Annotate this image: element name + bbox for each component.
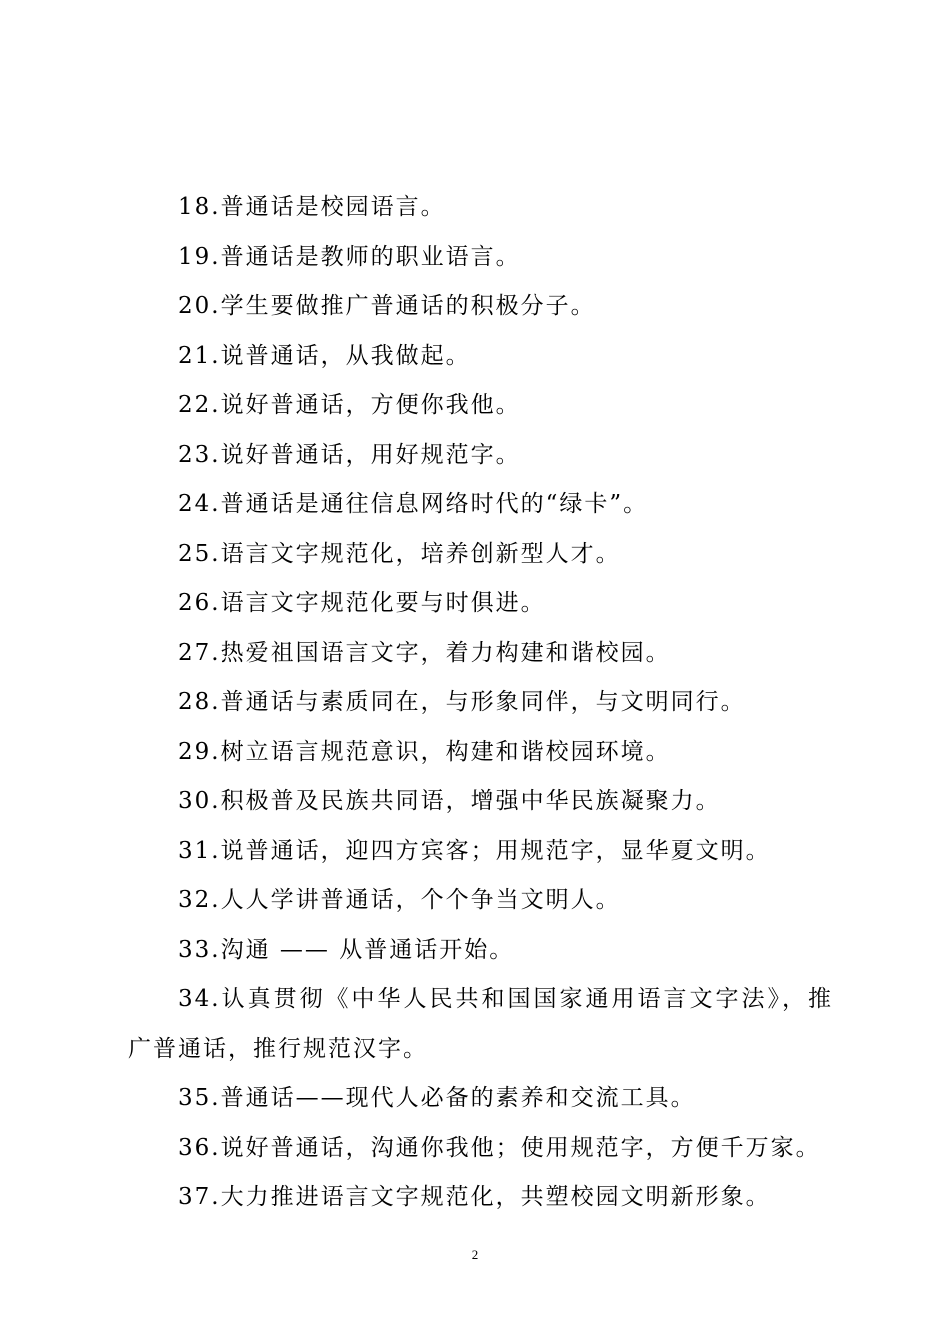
slogan-list [128, 183, 833, 1223]
list-item: 20.学生要做推广普通话的积极分子。 [178, 293, 596, 319]
list-item: 36.说好普通话，沟通你我他；使用规范字，方便千万家。 [178, 1134, 821, 1161]
page-number: 2 [471, 1247, 479, 1262]
list-item: 26.语言文字规范化要与时俱进。 [178, 590, 546, 616]
list-item: 32.人人学讲普通话，个个争当文明人。 [178, 887, 621, 913]
list-item: 22.说好普通话，方便你我他。 [178, 392, 521, 418]
list-item: 28.普通话与素质同在，与形象同伴，与文明同行。 [178, 689, 746, 715]
list-item: 23.说好普通话，用好规范字。 [178, 441, 521, 468]
list-item: 33.沟通 —— 从普通话开始。 [178, 936, 515, 963]
list-item: 27.热爱祖国语言文字，着力构建和谐校园。 [178, 639, 671, 666]
list-item: 19.普通话是教师的职业语言。 [178, 243, 521, 270]
list-item: 29.树立语言规范意识，构建和谐校园环境。 [178, 738, 671, 765]
list-item: 35.普通话——现代人必备的素养和交流工具。 [178, 1085, 696, 1111]
list-item: 24.普通话是通往信息网络时代的“绿卡”。 [178, 491, 649, 517]
list-item: 18.普通话是校园语言。 [178, 194, 446, 220]
list-item: 21.说普通话，从我做起。 [178, 342, 471, 369]
list-item: 25.语言文字规范化，培养创新型人才。 [178, 540, 621, 567]
list-item: 31.说普通话，迎四方宾客；用规范字，显华夏文明。 [178, 837, 771, 864]
list-item: 37.大力推进语言文字规范化，共塑校园文明新形象。 [178, 1184, 771, 1210]
list-item: 34.认真贯彻《中华人民共和国国家通用语言文字法》，推广普通话，推行规范汉字。 [128, 986, 833, 1062]
list-item: 30.积极普及民族共同语，增强中华民族凝聚力。 [178, 788, 721, 814]
